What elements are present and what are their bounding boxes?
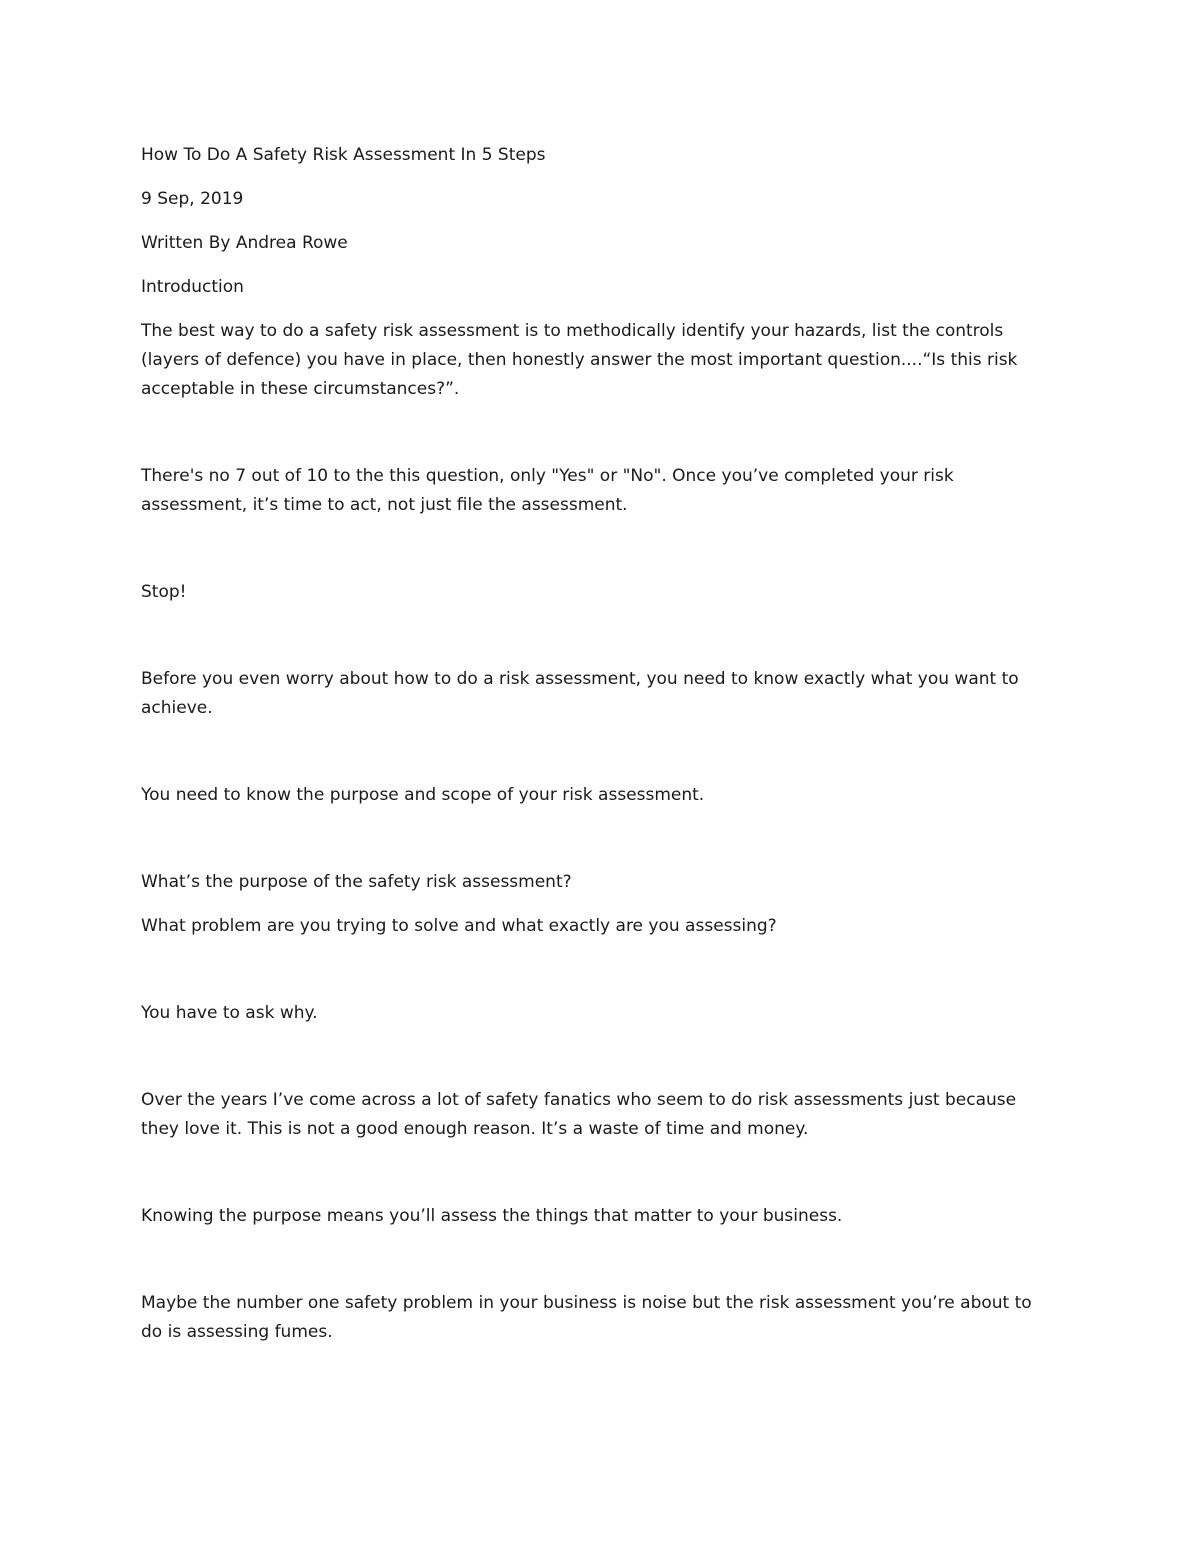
document-date: 9 Sep, 2019 (141, 189, 244, 209)
document-author: Written By Andrea Rowe (141, 233, 348, 253)
paragraph: Maybe the number one safety problem in your business is noise but the risk assessment you’re about to do is assessing fumes. (141, 1293, 1032, 1342)
paragraph: Before you even worry about how to do a risk assessment, you need to know exactly what you want to achieve. (141, 669, 1019, 718)
paragraph: What problem are you trying to solve and what exactly are you assessing? (141, 916, 777, 936)
paragraph: You need to know the purpose and scope of your risk assessment. (141, 785, 705, 805)
paragraph: There's no 7 out of 10 to the this question, only "Yes" or "No". Once you’ve completed your risk assessment, it’s time to act, not just file the assessment. (141, 466, 954, 515)
paragraph: Knowing the purpose means you’ll assess the things that matter to your business. (141, 1206, 843, 1226)
section-heading: Introduction (141, 277, 244, 297)
paragraph: The best way to do a safety risk assessment is to methodically identify your hazards, list the controls (layers of defence) you have in place, then honestly answer the most important question....“Is this risk acceptable in these circumstances?”. (141, 321, 1018, 399)
paragraph: What’s the purpose of the safety risk assessment? (141, 872, 572, 892)
paragraph: Stop! (141, 582, 187, 602)
document-title: How To Do A Safety Risk Assessment In 5 Steps (141, 145, 546, 165)
paragraph: Over the years I’ve come across a lot of safety fanatics who seem to do risk assessments just because they love it. This is not a good enough reason. It’s a waste of time and money. (141, 1090, 1017, 1139)
paragraph: You have to ask why. (141, 1003, 318, 1023)
document-body (141, 141, 1056, 1347)
